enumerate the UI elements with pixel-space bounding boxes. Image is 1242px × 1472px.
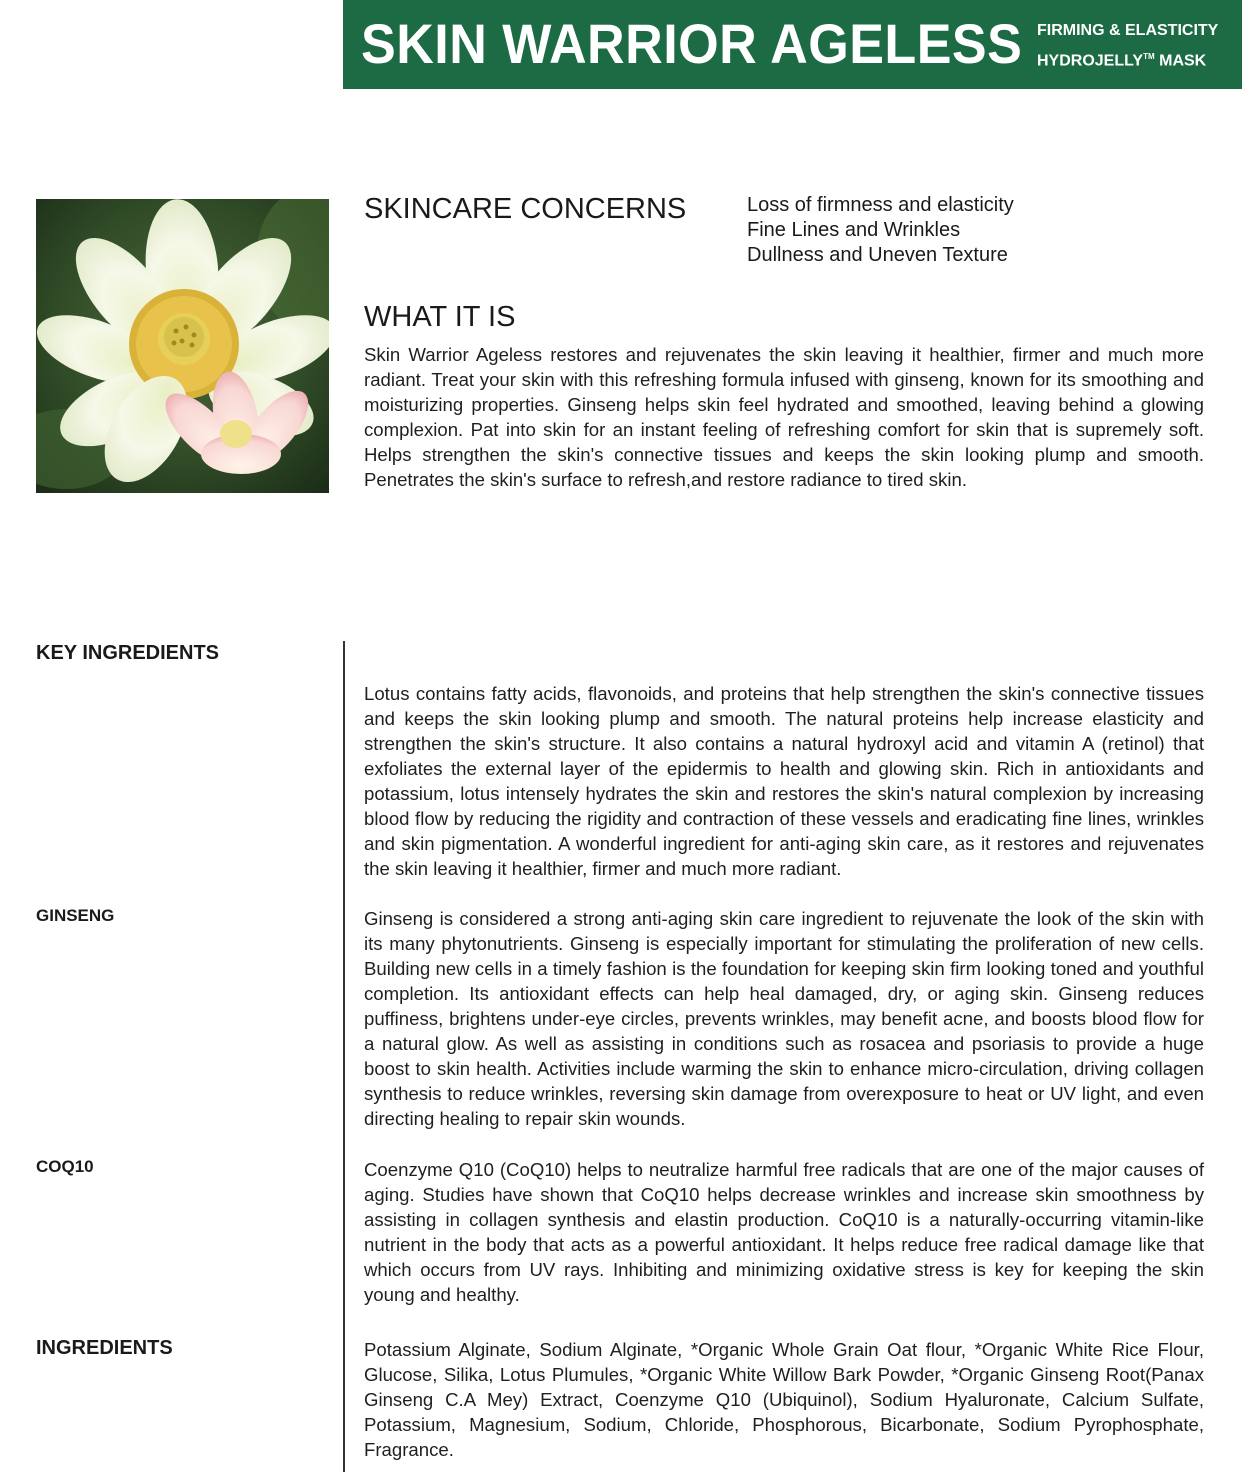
product-title: SKIN WARRIOR AGELESS (361, 12, 1023, 75)
skincare-concerns-heading: SKINCARE CONCERNS (364, 193, 687, 225)
subtitle-mask: MASK (1154, 52, 1207, 70)
ingredients-label: INGREDIENTS (36, 1337, 173, 1359)
lotus-flower-image (36, 199, 329, 493)
subtitle-line-2 (1037, 44, 1218, 74)
ginseng-paragraph: Ginseng is considered a strong anti-aging skin care ingredient to rejuvenate the look of the skin with its many phytonutrients. Ginseng is especially important for stimulating the proliferation of new cells. Building new cells in a timely fashion is the foundation for keeping skin firm looking toned and youthful completion. Its antioxidant effects can help heal damaged, dry, or aging skin. Ginseng reduces puffiness, brightens under-eye circles, prevents wrinkles, may benefit acne, and boosts blood flow for a natural glow. As well as assisting in conditions such as rosacea and psoriasis to provide a huge boost to skin health. Activities include warming the skin to enhance micro-circulation, driving collagen synthesis to reduce wrinkles, reversing skin damage from overexposure to heat or UV light, and even directing healing to repair skin wounds. (364, 908, 1204, 1129)
skincare-concerns-list (747, 193, 1014, 268)
what-it-is-paragraph: Skin Warrior Ageless restores and rejuvenates the skin leaving it healthier, firmer and much more radiant. Treat your skin with this refreshing formula infused with ginseng, known for its smoothing and moisturizing properties. Ginseng helps skin feel hydrated and smoothed, leaving behind a glowing complexion. Pat into skin for an instant feeling of refreshing comfort for skin that is supremely soft. Helps strengthen the skin's connective tissues and keeps the skin looking plump and smooth. Penetrates the skin's surface to refresh,and restore radiance to tired skin. (364, 344, 1204, 490)
concern-item: Fine Lines and Wrinkles (747, 219, 961, 241)
lotus-paragraph: Lotus contains fatty acids, flavonoids, and proteins that help strengthen the skin's connective tissues and keeps the skin looking plump and smooth. The natural proteins help increase elasticity and strengthen the skin's structure. It also contains a natural hydroxyl acid and vitamin A (retinol) that exfoliates the external layer of the epidermis to health and glowing skin. Rich in antioxidants and potassium, lotus intensely hydrates the skin and restores the skin's natural complexion by increasing blood flow by reducing the rigidity and contraction of these vessels and eradicating fine lines, wrinkles and skin pigmentation. A wonderful ingredient for anti-aging skin care, as it restores and rejuvenates the skin leaving it healthier, firmer and much more radiant. (364, 683, 1204, 879)
product-subtitle (1037, 18, 1218, 74)
ginseng-label: GINSENG (36, 906, 115, 925)
concern-item: Loss of firmness and elasticity (747, 194, 1014, 216)
subtitle-line-1: FIRMING & ELASTICITY (1037, 22, 1219, 39)
coq10-label: COQ10 (36, 1157, 94, 1176)
header-banner (343, 0, 1242, 89)
vertical-divider (343, 641, 345, 1472)
subtitle-hydrojelly: HYDROJELLY (1037, 52, 1144, 70)
trademark-mark: TM (1143, 52, 1155, 61)
key-ingredients-label: KEY INGREDIENTS (36, 642, 219, 664)
what-it-is-heading: WHAT IT IS (364, 301, 516, 333)
concern-item: Dullness and Uneven Texture (747, 244, 1008, 266)
ingredients-paragraph: Potassium Alginate, Sodium Alginate, *Organic Whole Grain Oat flour, *Organic White Rice Flour, Glucose, Silika, Lotus Plumules, *Organic White Willow Bark Powder, *Organic Ginseng Root(Panax Ginseng C.A Mey) Extract, Coenzyme Q10 (Ubiquinol), Sodium Hyaluronate, Calcium Sulfate, Potassium, Magnesium, Sodium, Chloride, Phosphorous, Bicarbonate, Sodium Pyrophosphate, Fragrance. (364, 1339, 1204, 1460)
coq10-paragraph: Coenzyme Q10 (CoQ10) helps to neutralize harmful free radicals that are one of the major causes of aging. Studies have shown that CoQ10 helps decrease wrinkles and increase skin smoothness by assisting in collagen synthesis and elastin production. CoQ10 is a naturally-occurring vitamin-like nutrient in the body that acts as a powerful antioxidant. It helps reduce free radical damage like that which occurs from UV rays. Inhibiting and minimizing oxidative stress is key for keeping the skin young and healthy. (364, 1159, 1204, 1305)
